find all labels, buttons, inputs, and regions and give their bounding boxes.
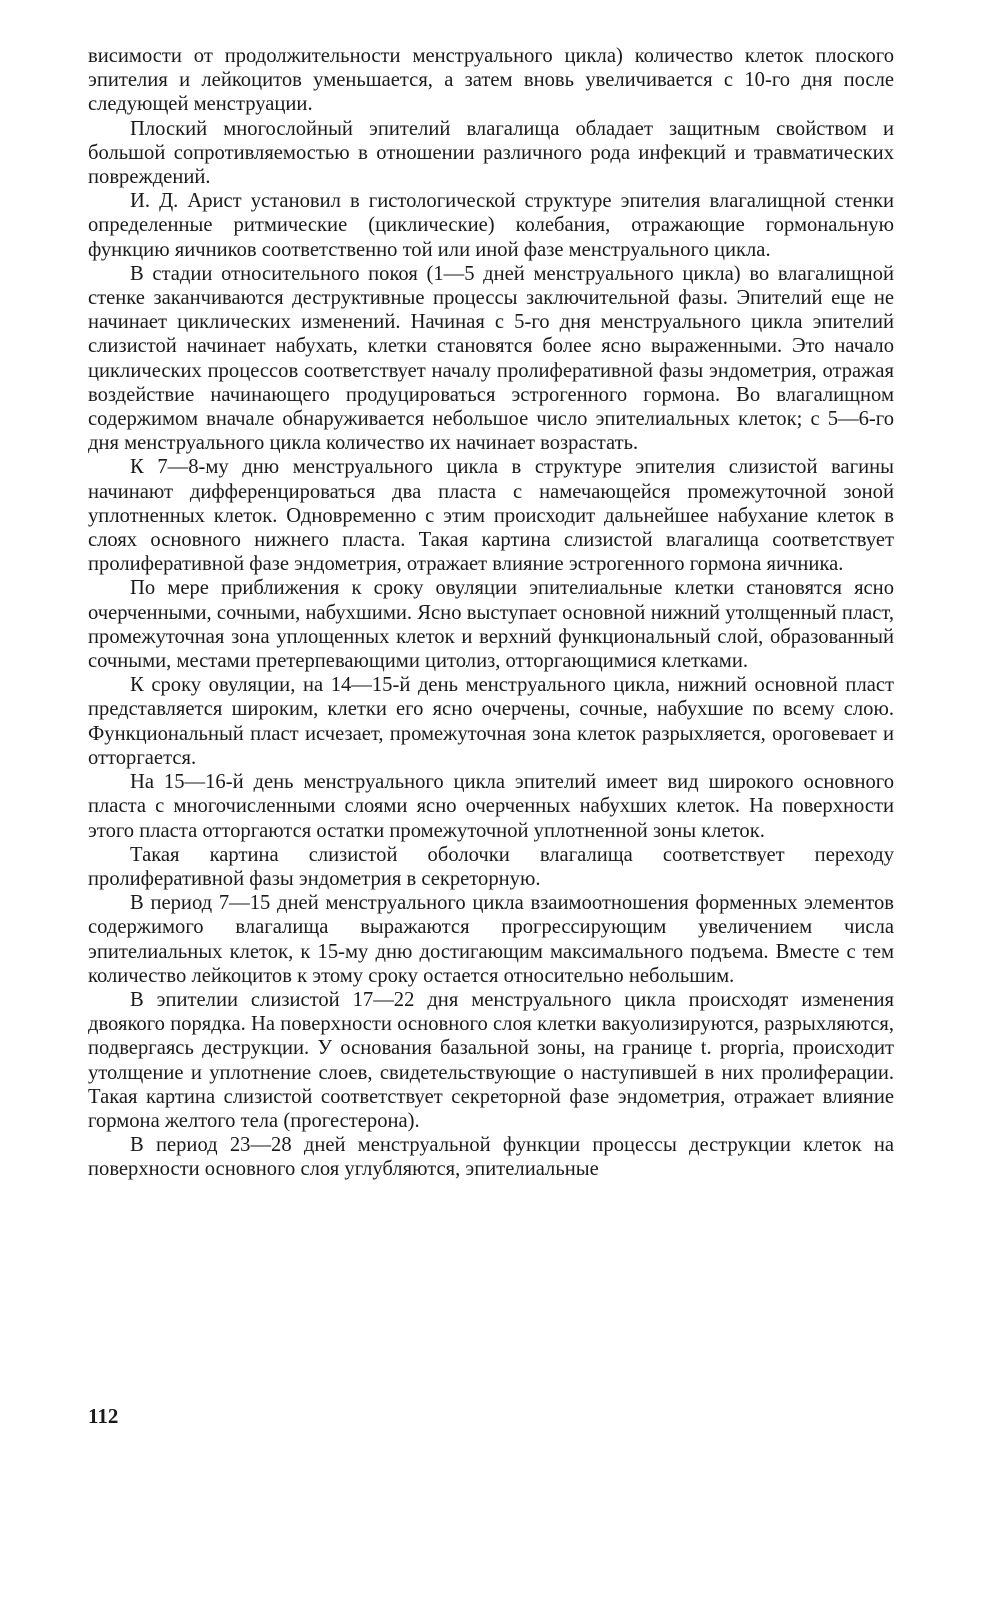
paragraph-day-7-8: К 7—8-му дню менструального цикла в структуре эпителия слизистой вагины начинают дифференцироваться два пласта с намечающейся промежуточной зоной уплотненных клеток. Одновременно с этим происходит дальнейшее набухание клеток в слоях основного нижнего пласта. Такая картина слизистой влагалища соответствует пролиферативной фазе эндометрия, отражает влияние эстрогенного гормона яичника. (88, 456, 894, 576)
paragraph-approaching-ovulation: По мере приближения к сроку овуляции эпителиальные клетки становятся ясно очерченными, сочными, набухшими. Ясно выступает основной нижний утолщенный пласт, промежуточная зона уплощенных клеток и верхний функциональный слой, образованный сочными, местами претерпевающими цитолиз, отторгающимися клетками. (88, 577, 894, 673)
paragraph-day-17-22: В эпителии слизистой 17—22 дня менструального цикла происходят изменения двоякого порядка. На поверхности основного слоя клетки вакуолизируются, разрыхляются, подвергаясь деструкции. У основания базальной зоны, на границе t. propria, происходит утолщение и уплотнение слоев, свидетельствующие о наступившей в них пролиферации. Такая картина слизистой соответствует секреторной фазе эндометрия, отражает влияние гормона желтого тела (прогестерона). (88, 988, 894, 1132)
paragraph-ovulation: К сроку овуляции, на 14—15-й день менструального цикла, нижний основной пласт представляется широким, клетки его ясно очерчены, сочные, набухшие по всему слою. Функциональный пласт исчезает, промежуточная зона клеток разрыхляется, ороговевает и отторгается. (88, 674, 894, 769)
paragraph-transition-secretory: Такая картина слизистой оболочки влагалища соответствует переходу пролиферативной фазы эндометрия в секреторную. (88, 843, 894, 890)
page-text (88, 44, 894, 1182)
paragraph-protective-property: Плоский многослойный эпителий влагалища обладает защитным свойством и большой сопротивляемостью в отношении различного рода инфекций и травматических повреждений. (88, 117, 894, 189)
paragraph-rest-stage: В стадии относительного покоя (1—5 дней менструального цикла) во влагалищной стенке заканчиваются деструктивные процессы заключительной фазы. Эпителий еще не начинает циклических изменений. Начиная с 5-го дня менструального цикла эпителий слизистой начинает набухать, клетки становятся более ясно выраженными. Это начало циклических процессов соответствует началу пролиферативной фазы эндометрия, отражая воздействие начинающего продуцироваться эстрогенного гормона. Во влагалищном содержимом вначале обнаруживается небольшое число эпителиальных клеток; с 5—6-го дня менструального цикла количество их начинает возрастать. (88, 262, 894, 455)
paragraph-day-7-15: В период 7—15 дней менструального цикла взаимоотношения форменных элементов содержимого влагалища выражаются прогрессирующим увеличением числа эпителиальных клеток, к 15-му дню достигающим максимального подъема. Вместе с тем количество лейкоцитов к этому сроку остается относительно небольшим. (88, 892, 894, 987)
paragraph-arist-findings: И. Д. Арист установил в гистологической структуре эпителия влагалищной стенки определенные ритмические (циклические) колебания, отражающие гормональную функцию яичников соответственно той или иной фазе менструального цикла. (88, 190, 894, 261)
paragraph-day-23-28: В период 23—28 дней менструальной функции процессы деструкции клеток на поверхности основного слоя углубляются, эпителиальные (88, 1134, 894, 1181)
page-number: 112 (88, 1404, 119, 1428)
paragraph-continuation: висимости от продолжительности менструального цикла) количество клеток плоского эпителия и лейкоцитов уменьшается, а затем вновь увеличивается с 10-го дня после следующей менструации. (88, 45, 894, 116)
paragraph-day-15-16: На 15—16-й день менструального цикла эпителий имеет вид широкого основного пласта с многочисленными слоями ясно очерченных набухших клеток. На поверхности этого пласта отторгаются остатки промежуточной уплотненной зоны клеток. (88, 771, 894, 842)
